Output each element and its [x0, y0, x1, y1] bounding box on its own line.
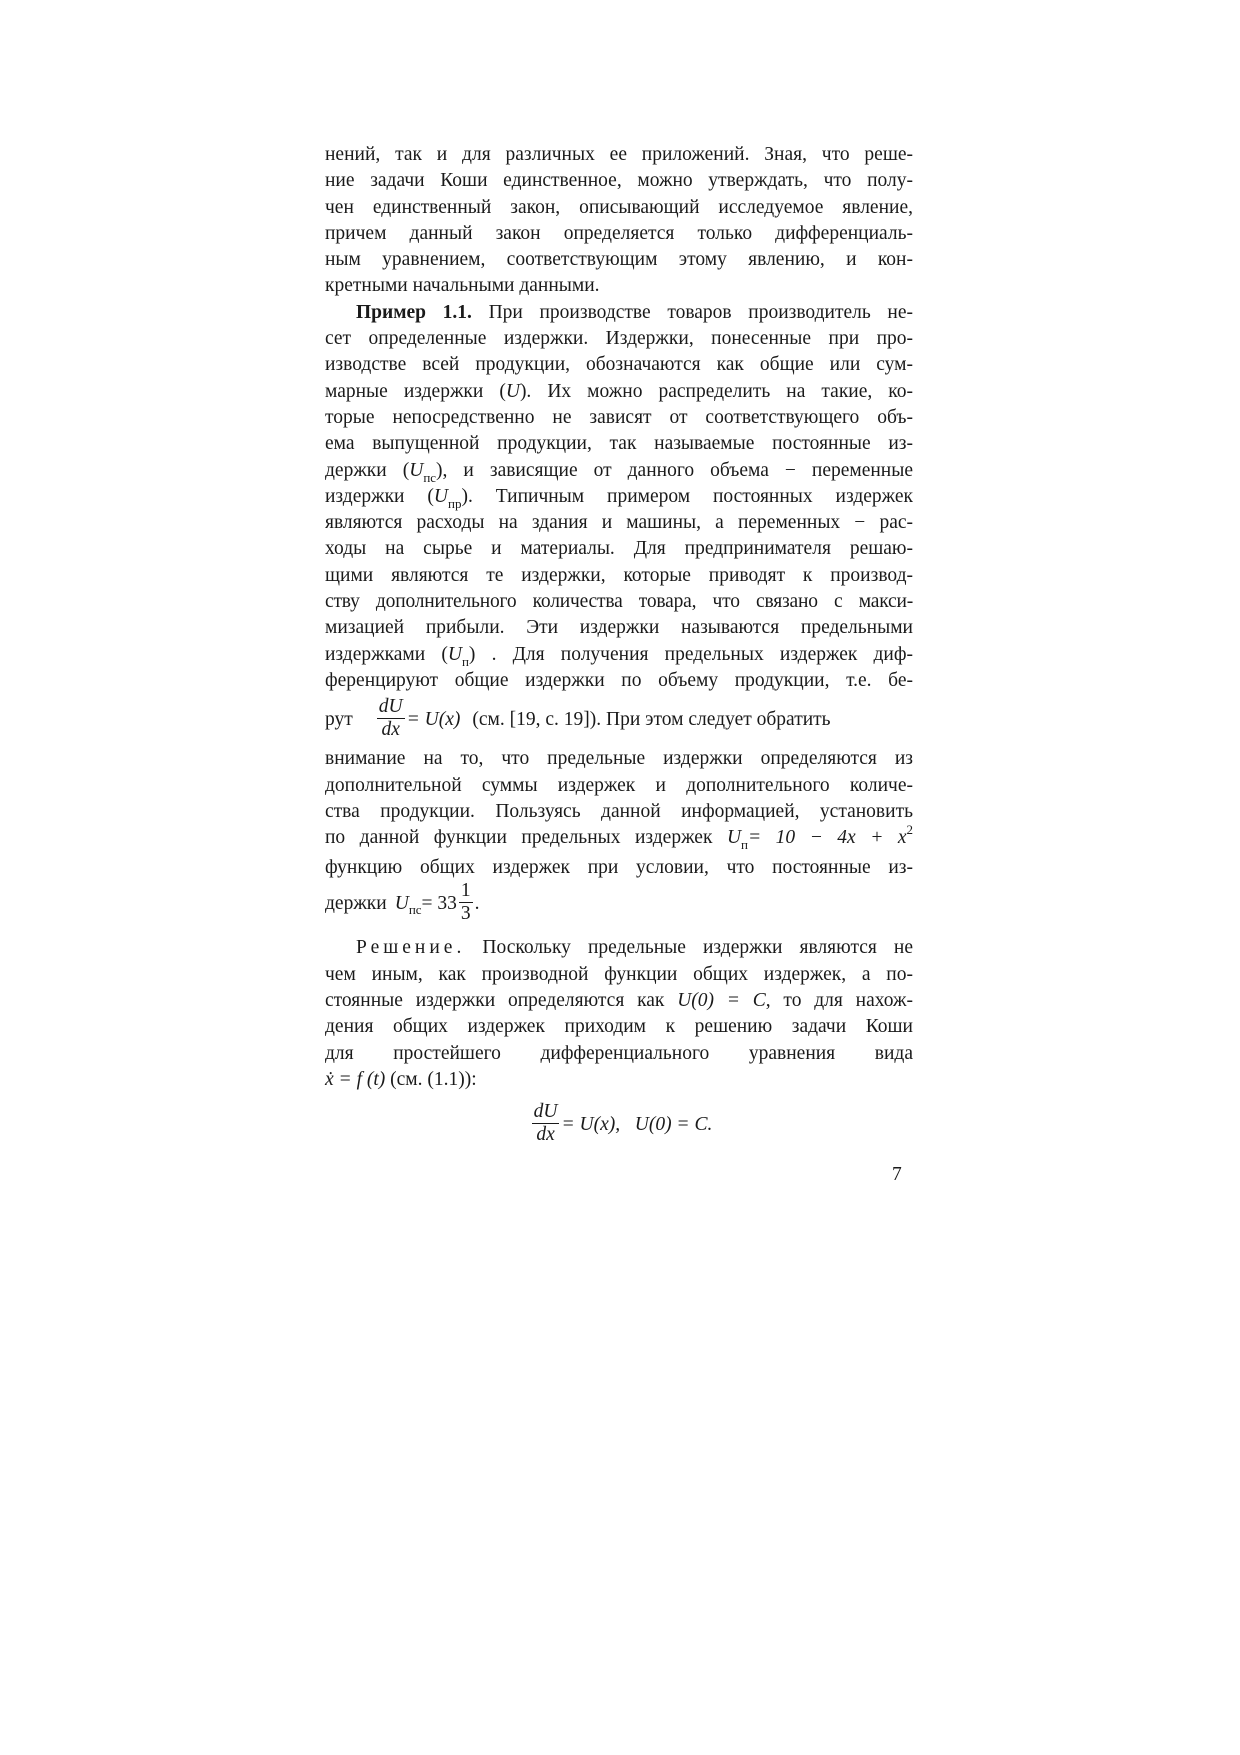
text-line: сет определенные издержки. Издержки, понесенные при про-	[325, 328, 913, 350]
text-line: щими являются те издержки, которые приводят к производ-	[325, 564, 913, 586]
text-line: марные издержки (U). Их можно распределить на такие, ко-	[325, 380, 914, 402]
page-number: 7	[892, 1164, 902, 1185]
text-line: для простейшего дифференциального уравнения вида	[325, 1042, 913, 1064]
text-line: по данной функции предельных издержек $U_п= 10 - 4x + x^2$	[325, 822, 913, 853]
fraction-dU-dx: $\frac{dU}{dx}$	[378, 695, 403, 740]
text-line: ẋ = f (t) (см. (1.1)):	[325, 1068, 477, 1090]
text-line: являются расходы на здания и машины, а переменных − рас-	[325, 512, 913, 534]
text-line: издержки $(U_{пр})$. Типичным примером постоянных издержек	[325, 485, 913, 511]
example-paragraph	[325, 300, 913, 928]
text-line: изводстве всей продукции, обозначаются как общие или сум-	[325, 354, 913, 376]
text-line: издержками $(U_п)$ . Для получения предельных издержек диф-	[325, 643, 913, 669]
fraction-one-third: $\frac{1}{3}$	[460, 879, 471, 924]
text-line: дения общих издержек приходим к решению задачи Коши	[325, 1016, 913, 1038]
text-line: Пример 1.1. При производстве товаров производитель не-	[356, 301, 914, 323]
text-line: стоянные издержки определяются как U(0) = C, то для нахож-	[325, 990, 913, 1012]
text-line: дополнительной суммы издержек и дополнительного количе-	[325, 774, 913, 796]
text-line: функцию общих издержек при условии, что постоянные из-	[325, 857, 913, 879]
text-line: ема выпущенной продукции, так называемые постоянные из-	[325, 433, 913, 455]
text-line: ходы на сырье и материалы. Для предпринимателя решаю-	[325, 538, 913, 560]
text-line: ние задачи Коши единственное, можно утверждать, что полу-	[325, 170, 913, 192]
text-line: мизацией прибыли. Эти издержки называются предельными	[325, 617, 913, 639]
text-line: чем иным, как производной функции общих издержек, а по-	[325, 963, 913, 985]
text-line: причем данный закон определяется только дифференциаль-	[325, 222, 913, 244]
fraction-dU-dx-display: $\frac{dU}{dx}$	[533, 1100, 558, 1145]
derivative-line: рут $\frac{dU}{dx}$ = U(x) (см. [19, с. 19]). При этом следует обратить	[325, 695, 831, 740]
paragraph-intro	[325, 142, 913, 300]
page-body	[325, 142, 913, 1153]
constant-cost-line: держки U пс = 33 $\frac{1}{3}$ .	[325, 879, 480, 924]
example-heading: Пример 1.1.	[356, 301, 472, 323]
text-line: ференцируют общие издержки по объему продукции, т.е. бе-	[325, 669, 913, 691]
solution-paragraph	[325, 935, 913, 1153]
text-line: кретными начальными данными.	[325, 275, 600, 297]
text-line: торые непосредственно не зависят от соответствующего объ-	[325, 406, 913, 428]
text-line: ным уравнением, соответствующим этому явлению, и кон-	[325, 249, 913, 271]
text-line: ства продукции. Пользуясь данной информацией, установить	[325, 800, 913, 822]
text-line: чен единственный закон, описывающий исследуемое явление,	[325, 196, 913, 218]
cauchy-problem-equation: $\frac{dU}{dx}$ = U(x), U(0) = C.	[533, 1100, 713, 1145]
text-line: внимание на то, что предельные издержки определяются из	[325, 748, 913, 770]
solution-label: Решение.	[356, 937, 466, 959]
text-line: ству дополнительного количества товара, что связано с макси-	[325, 591, 913, 613]
text-line: нений, так и для различных ее приложений. Зная, что реше-	[325, 144, 913, 165]
text-line: Решение. Поскольку предельные издержки являются не	[356, 937, 913, 959]
text-line: держки $(U_{пс})$, и зависящие от данного объема − переменные	[325, 459, 913, 485]
